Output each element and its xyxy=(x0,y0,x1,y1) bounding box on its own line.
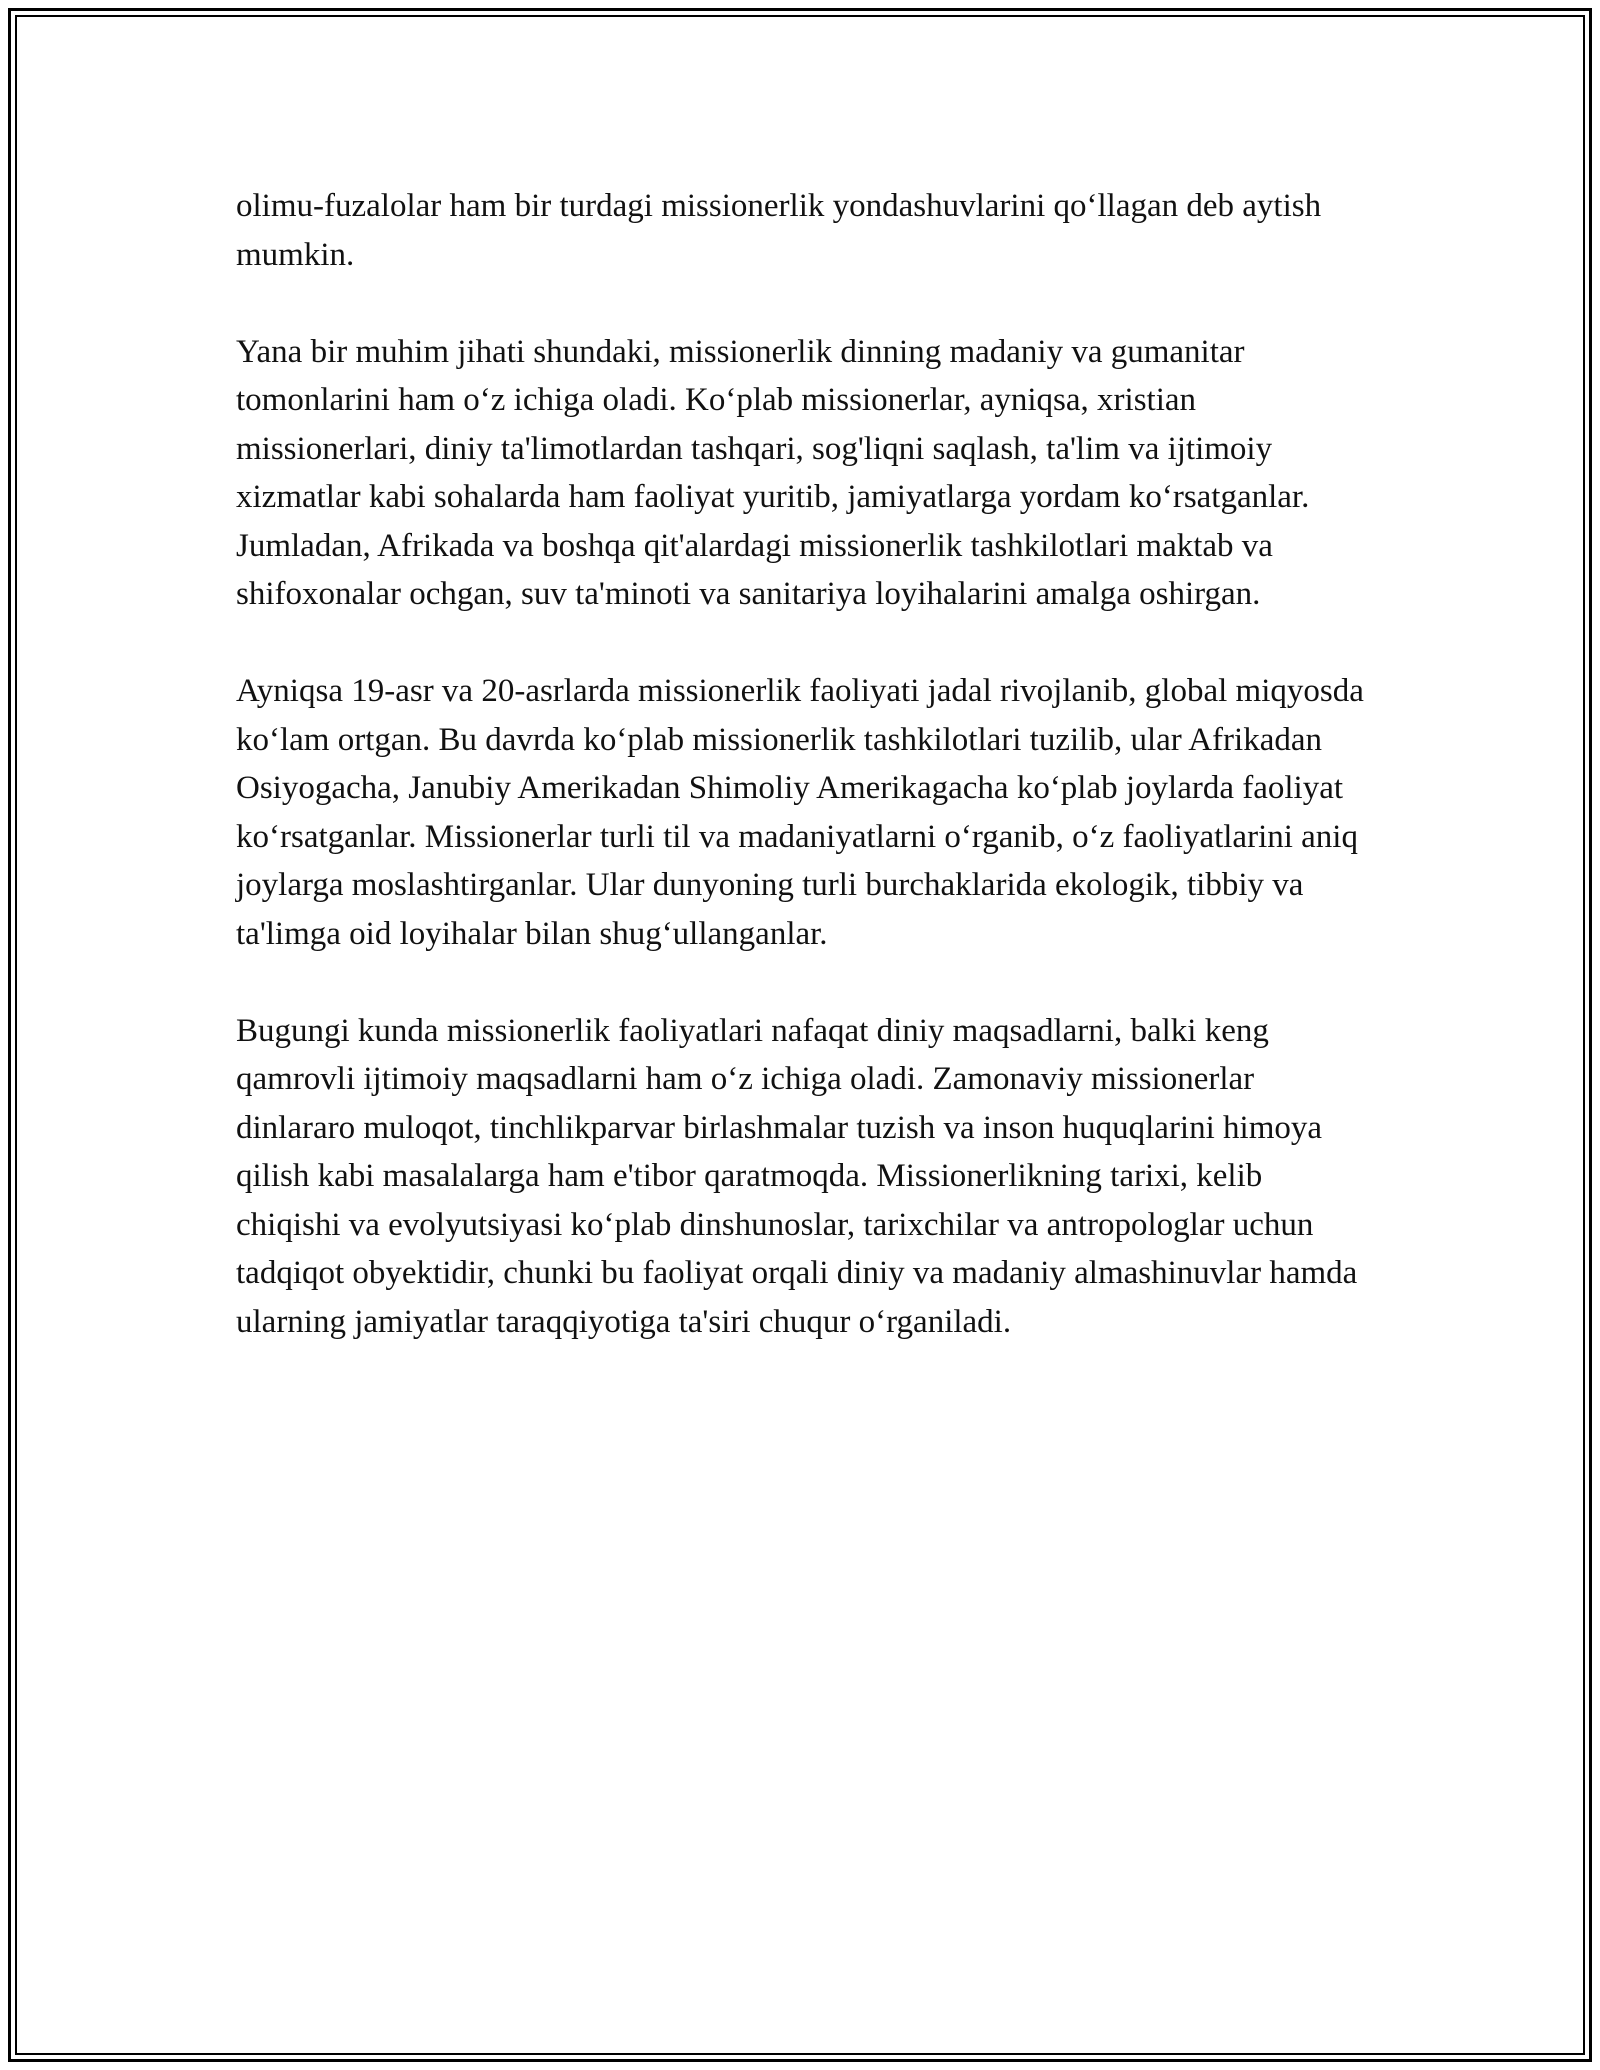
paragraph-humanitarian: Yana bir muhim jihati shundaki, missionerlik dinning madaniy va gumanitar tomonlarini ham o‘z ichiga oladi. Ko‘plab missionerlar, ayniqsa, xristian missionerlari, diniy ta'limotlardan tashqari, sog'liqni saqlash, ta'lim va ijtimoiy xizmatlar kabi sohalarda ham faoliyat yuritib, jamiyatlarga yordam ko‘rsatganlar. Jumladan, Afrikada va boshqa qit'alardagi missionerlik tashkilotlari maktab va shifoxonalar ochgan, suv ta'minoti va sanitariya loyihalarini amalga oshirgan. xyxy=(236,333,1310,612)
paragraph-19-20-century: Ayniqsa 19-asr va 20-asrlarda missionerlik faoliyati jadal rivojlanib, global miqyosda ko‘lam ortgan. Bu davrda ko‘plab missionerlik tashkilotlari tuzilib, ular Afrikadan Osiyogacha, Janubiy Amerikadan Shimoliy Amerikagacha ko‘plab joylarda faoliyat ko‘rsatganlar. Missionerlar turli til va madaniyatlarni o‘rganib, o‘z faoliyatlarini aniq joylarga moslashtirganlar. Ular dunyoning turli burchaklarida ekologik, tibbiy va ta'limga oid loyihalar bilan shug‘ullanganlar. xyxy=(236,673,1364,952)
paragraph-continuation: olimu-fuzalolar ham bir turdagi missionerlik yondashuvlarini qo‘llagan deb aytish mumkin. xyxy=(236,188,1322,273)
paragraph-modern-day: Bugungi kunda missionerlik faoliyatlari nafaqat diniy maqsadlarni, balki keng qamrovli ijtimoiy maqsadlarni ham o‘z ichiga oladi. Zamonaviy missionerlar dinlararo muloqot, tinchlikparvar birlashmalar tuzish va inson huquqlarini himoya qilish kabi masalalarga ham e'tibor qaratmoqda. Missionerlikning tarixi, kelib chiqishi va evolyutsiyasi ko‘plab dinshunoslar, tarixchilar va antropologlar uchun tadqiqot obyektidir, chunki bu faoliyat orqali diniy va madaniy almashinuvlar hamda ularning jamiyatlar taraqqiyotiga ta'siri chuqur o‘rganiladi. xyxy=(236,1012,1358,1340)
document-body xyxy=(236,182,1366,1395)
